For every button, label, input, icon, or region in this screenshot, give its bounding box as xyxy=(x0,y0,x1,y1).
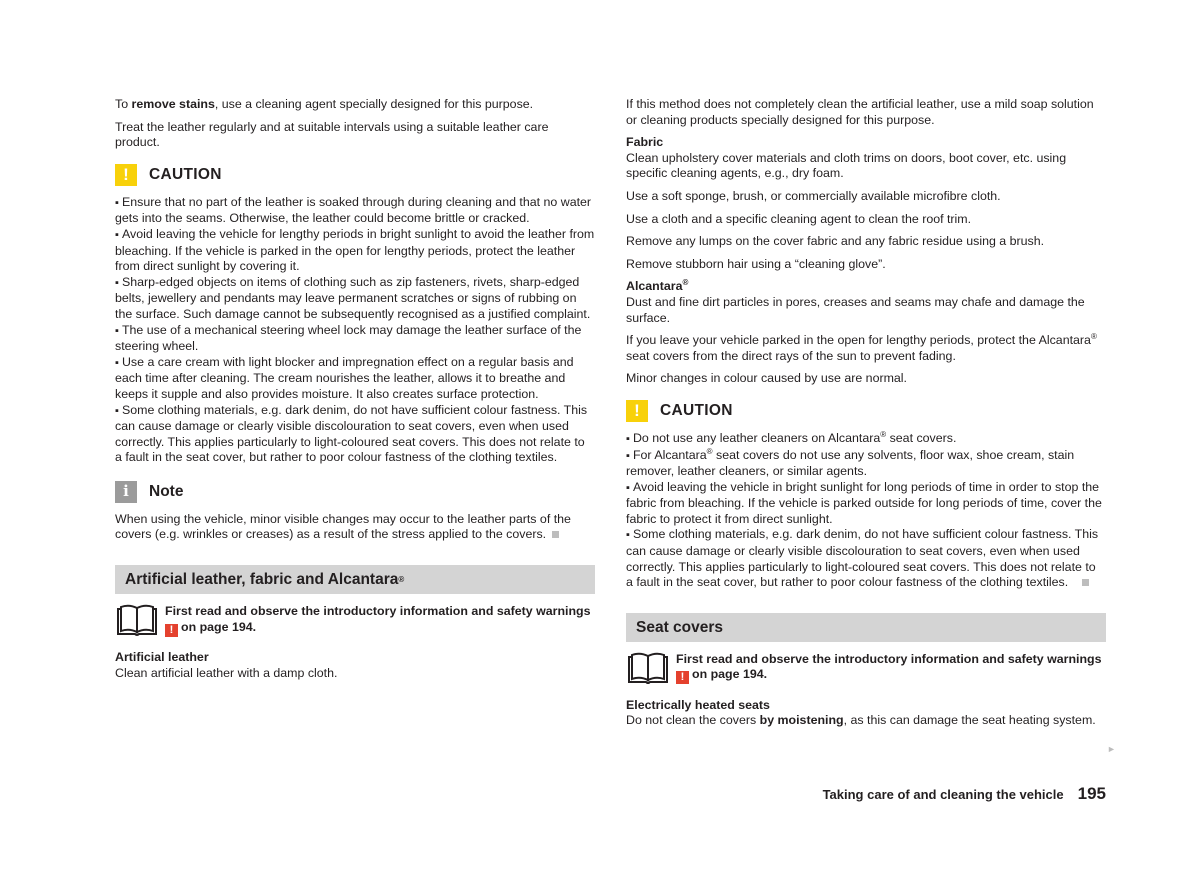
fabric-heading: Fabric xyxy=(626,135,664,150)
heated-seats-heading: Electrically heated seats xyxy=(626,697,770,712)
caution-icon: ! xyxy=(115,164,137,186)
caution-heading-left: ! CAUTION xyxy=(115,163,595,187)
fabric-text: Clean upholstery cover materials and cloth trims on doors, boot cover, etc. using specific cleaning agents, e.g., dry foam. xyxy=(626,150,1067,181)
right-column xyxy=(626,97,1106,736)
heated-seats-text: Do not clean the covers by moistening, as this can damage the seat heating system. xyxy=(626,713,1096,728)
caution-item: ▪ Do not use any leather cleaners on Alcantara® seat covers. xyxy=(626,431,1106,448)
caution-list-right xyxy=(626,431,1106,591)
end-of-section-icon xyxy=(552,531,559,538)
note-heading: i Note xyxy=(115,480,595,504)
soap-solution-paragraph: If this method does not completely clean the artificial leather, use a mild soap solution or cleaning products specially designed for this purpose. xyxy=(626,97,1094,127)
caution-item: ▪ Avoid leaving the vehicle in bright sunlight for long periods of time in order to stop the fabric from bleaching. If the vehicle is parked outside for long periods of time, cover the fabric to protect it from direct sunlight. xyxy=(626,480,1106,528)
alcantara-text: Dust and fine dirt particles in pores, creases and seams may chafe and damage the surface. xyxy=(626,294,1085,325)
open-book-icon xyxy=(626,652,670,686)
caution-item: ▪ Some clothing materials, e.g. dark denim, do not have sufficient colour fastness. This can cause damage or clearly visible discolouration to seat covers, even when used correctly. This applies particularly to light-coloured seat covers. This does not relate to a fault in the seat cover, but rather to poor colour fastness of the clothing textiles. xyxy=(626,527,1106,590)
read-first-notice-left: First read and observe the introductory information and safety warnings ! on page 194. xyxy=(115,604,595,638)
artificial-leather-text: Clean artificial leather with a damp cloth. xyxy=(115,665,338,680)
artificial-leather-heading: Artificial leather xyxy=(115,650,209,665)
remove-stains-paragraph: To remove stains, use a cleaning agent specially designed for this purpose. xyxy=(115,97,534,111)
caution-item: ▪ Ensure that no part of the leather is soaked through during cleaning and that no water gets into the seams. Otherwise, the leather could become brittle or cracked. xyxy=(115,195,595,227)
alcantara-paragraph: If you leave your vehicle parked in the open for lengthy periods, protect the Alcantara® seat covers from the direct rays of the sun to prevent fading. xyxy=(626,332,1097,363)
fabric-paragraph: Use a soft sponge, brush, or commercially available microfibre cloth. xyxy=(626,188,1001,203)
warning-reference-icon: ! xyxy=(676,671,689,684)
caution-heading-right: ! CAUTION xyxy=(626,399,1106,423)
caution-item: ▪ For Alcantara® seat covers do not use any solvents, floor wax, shoe cream, stain remover, leather cleaners, or similar agents. xyxy=(626,448,1106,480)
caution-item: ▪ The use of a mechanical steering wheel lock may damage the leather surface of the steering wheel. xyxy=(115,323,595,355)
fabric-paragraph: Use a cloth and a specific cleaning agent to clean the roof trim. xyxy=(626,211,972,226)
caution-icon: ! xyxy=(626,400,648,422)
alcantara-heading: Alcantara® xyxy=(626,278,689,294)
caution-list-left xyxy=(115,195,595,466)
warning-reference-icon: ! xyxy=(165,624,178,637)
leather-care-paragraph: Treat the leather regularly and at suitable intervals using a suitable leather care product. xyxy=(115,119,549,150)
info-icon: i xyxy=(115,481,137,503)
section-title-artificial-leather: Artificial leather, fabric and Alcantara ® xyxy=(115,565,595,594)
caution-item: ▪ Sharp-edged objects on items of clothing such as zip fasteners, rivets, sharp-edged belts, jewellery and pendants may leave permanent scratches or signs of rubbing on the surface. Such damage cannot be subsequently recognised as a justified complaint. xyxy=(115,275,595,323)
read-first-notice-right: First read and observe the introductory information and safety warnings ! on page 194. xyxy=(626,652,1106,686)
page-footer xyxy=(823,786,1106,803)
section-title-seat-covers: Seat covers xyxy=(626,613,1106,642)
caution-item: ▪ Some clothing materials, e.g. dark denim, do not have sufficient colour fastness. This can cause damage or clearly visible discolouration to seat covers, even when used correctly. This applies particularly to light-coloured seat covers. This does not relate to a fault in the seat cover, but rather to poor colour fastness of the clothing textiles. xyxy=(115,403,595,466)
left-column xyxy=(115,97,595,688)
end-of-section-icon xyxy=(1082,579,1089,586)
caution-item: ▪ Avoid leaving the vehicle for lengthy periods in bright sunlight to avoid the leather from bleaching. If the vehicle is parked in the open for lengthy periods, protect the leather from direct sunlight by covering it. xyxy=(115,227,595,275)
caution-item: ▪ Use a care cream with light blocker and impregnation effect on a regular basis and each time after cleaning. The cream nourishes the leather, allows it to breathe and keeps it supple and also provides moisture. It also creates surface protection. xyxy=(115,355,595,403)
page-number: 195 xyxy=(1077,784,1106,803)
fabric-paragraph: Remove any lumps on the cover fabric and any fabric residue using a brush. xyxy=(626,234,1045,249)
fabric-paragraph: Remove stubborn hair using a “cleaning glove”. xyxy=(626,256,886,271)
continue-arrow-icon: ► xyxy=(1107,744,1116,754)
open-book-icon xyxy=(115,604,159,638)
note-text: When using the vehicle, minor visible changes may occur to the leather parts of the covers (e.g. wrinkles or creases) as a result of the stress applied to the covers. xyxy=(115,511,571,542)
alcantara-paragraph: Minor changes in colour caused by use are normal. xyxy=(626,371,908,386)
footer-chapter-title: Taking care of and cleaning the vehicle xyxy=(822,787,1064,802)
